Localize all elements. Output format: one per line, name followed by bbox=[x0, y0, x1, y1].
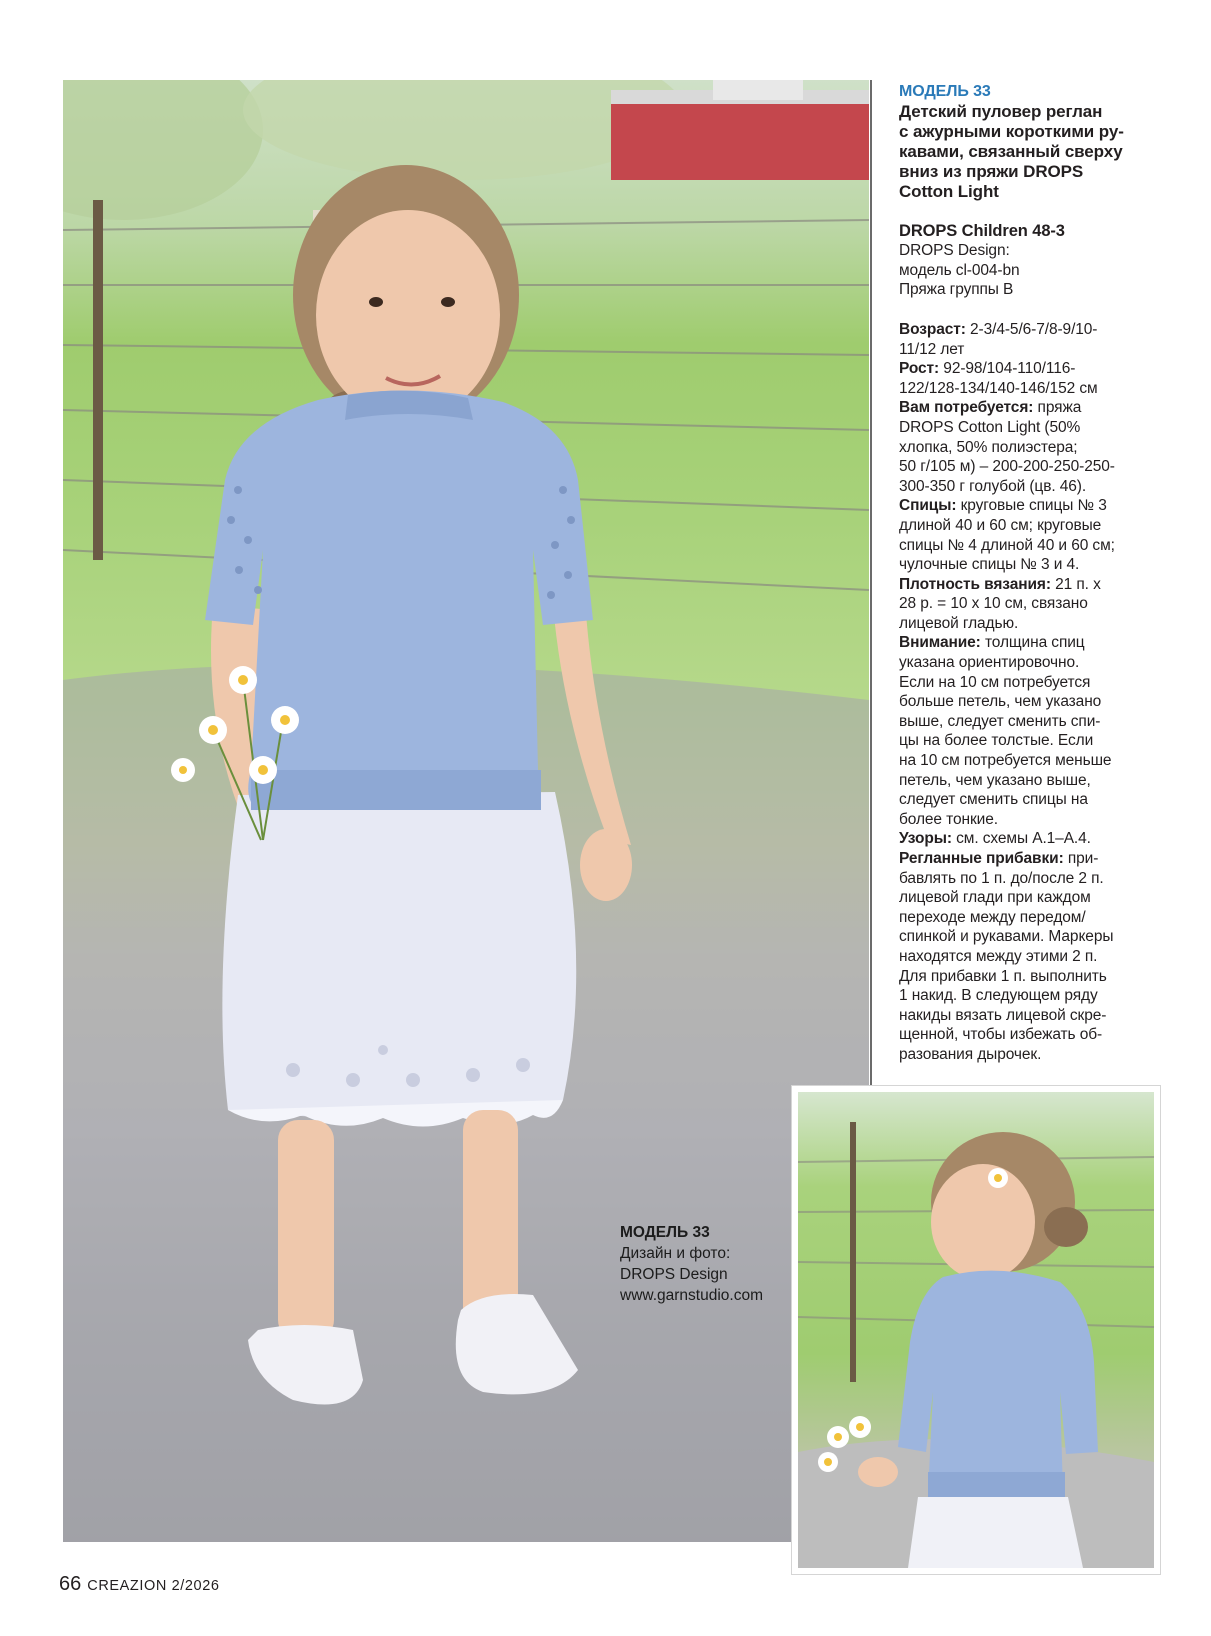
spec-line: DROPS Cotton Light (50% bbox=[899, 418, 1081, 436]
column-divider bbox=[870, 80, 872, 1098]
spec-line: хлопка, 50% полиэстера; bbox=[899, 438, 1078, 456]
spec-value: см. схемы A.1–A.4. bbox=[951, 830, 1091, 848]
spec-line: Для прибавки 1 п. выполнить bbox=[899, 967, 1107, 985]
spec-line bbox=[899, 359, 1171, 379]
main-photo bbox=[63, 80, 869, 1542]
headline-line: вниз из пряжи DROPS bbox=[899, 161, 1084, 181]
spec-line: накиды вязать лицевой скре- bbox=[899, 1006, 1107, 1024]
spec-label: Спицы: bbox=[899, 497, 957, 515]
spec-line: переходе между передом/ bbox=[899, 908, 1086, 926]
spec-line: на 10 см потребуется меньше bbox=[899, 752, 1112, 770]
spec-line: выше, следует сменить спи- bbox=[899, 712, 1101, 730]
spec-line: чулочные спицы № 3 и 4. bbox=[899, 556, 1080, 574]
spec-value: 21 п. x bbox=[1050, 575, 1101, 593]
spec-label: Вам потребуется: bbox=[899, 399, 1034, 417]
design-info bbox=[899, 241, 1171, 300]
headline-line: с ажурными короткими ру- bbox=[899, 121, 1124, 141]
magazine-issue: CREAZION 2/2026 bbox=[87, 1578, 220, 1594]
spec-item bbox=[899, 496, 1171, 574]
spec-line: 28 р. = 10 x 10 см, связано bbox=[899, 595, 1088, 613]
spec-line bbox=[899, 496, 1171, 516]
girl-profile-illustration bbox=[798, 1092, 1154, 1568]
spec-value: толщина спиц bbox=[980, 634, 1085, 652]
spec-label: Возраст: bbox=[899, 320, 966, 338]
spec-line bbox=[899, 829, 1171, 849]
page-folio bbox=[59, 1573, 220, 1596]
spec-item bbox=[899, 359, 1171, 398]
spec-value: 92-98/104-110/116- bbox=[939, 360, 1076, 378]
spec-line bbox=[899, 849, 1171, 869]
spec-item bbox=[899, 849, 1171, 1065]
spec-line: находятся между этими 2 п. bbox=[899, 947, 1098, 965]
spec-label: Узоры: bbox=[899, 830, 952, 848]
spec-line: бавлять по 1 п. до/после 2 п. bbox=[899, 869, 1104, 887]
spec-item bbox=[899, 829, 1171, 849]
spec-line: больше петель, чем указано bbox=[899, 693, 1102, 711]
spec-line: следует сменить спицы на bbox=[899, 791, 1088, 809]
spec-label: Плотность вязания: bbox=[899, 575, 1051, 593]
spec-line: 50 г/105 м) – 200-200-250-250- bbox=[899, 458, 1115, 476]
spec-value: круговые спицы № 3 bbox=[956, 497, 1107, 515]
design-line: Пряжа группы B bbox=[899, 281, 1014, 299]
spec-value: 2-3/4-5/6-7/8-9/10- bbox=[965, 320, 1098, 338]
design-line: модель cl-004-bn bbox=[899, 261, 1020, 279]
photo-credit-line: DROPS Design bbox=[620, 1266, 728, 1283]
spec-item bbox=[899, 320, 1171, 359]
spec-line: длиной 40 и 60 см; круговые bbox=[899, 516, 1102, 534]
photo-credit-line: Дизайн и фото: bbox=[620, 1245, 731, 1262]
spec-line: Если на 10 см потребуется bbox=[899, 673, 1091, 691]
spec-line: 300-350 г голубой (цв. 46). bbox=[899, 477, 1087, 495]
spec-label: Внимание: bbox=[899, 634, 981, 652]
pattern-series: DROPS Children 48-3 bbox=[899, 221, 1065, 240]
pattern-text-column bbox=[899, 82, 1171, 1065]
spec-line: спицы № 4 длиной 40 и 60 см; bbox=[899, 536, 1115, 554]
spec-line bbox=[899, 398, 1171, 418]
spec-label: Рост: bbox=[899, 360, 940, 378]
model-label: МОДЕЛЬ 33 bbox=[899, 83, 991, 100]
spec-line bbox=[899, 575, 1171, 595]
spec-item bbox=[899, 575, 1171, 634]
spec-line: петель, чем указано выше, bbox=[899, 771, 1091, 789]
inset-photo bbox=[792, 1086, 1160, 1574]
spec-line: указана ориентировочно. bbox=[899, 654, 1080, 672]
spec-line: лицевой гладью. bbox=[899, 614, 1019, 632]
headline-line: Детский пуловер реглан bbox=[899, 101, 1103, 121]
spec-line: 122/128-134/140-146/152 см bbox=[899, 379, 1098, 397]
spec-item bbox=[899, 633, 1171, 829]
spec-line: щенной, чтобы избежать об- bbox=[899, 1026, 1103, 1044]
spec-value: при- bbox=[1063, 850, 1099, 867]
headline-line: кавами, связанный сверху bbox=[899, 141, 1123, 161]
headline-line: Cotton Light bbox=[899, 181, 999, 201]
spec-item bbox=[899, 398, 1171, 496]
spec-line: разования дырочек. bbox=[899, 1045, 1042, 1063]
photo-credit-title: МОДЕЛЬ 33 bbox=[620, 1224, 710, 1241]
spec-line: спинкой и рукавами. Маркеры bbox=[899, 928, 1114, 946]
spec-line: 11/12 лет bbox=[899, 340, 965, 358]
spec-line bbox=[899, 633, 1171, 653]
spec-line: 1 накид. В следующем ряду bbox=[899, 987, 1098, 1005]
spec-line: цы на более толстые. Если bbox=[899, 732, 1094, 750]
design-line: DROPS Design: bbox=[899, 242, 1010, 260]
spec-line: более тонкие. bbox=[899, 810, 998, 828]
spec-label: Регланные прибавки: bbox=[899, 850, 1064, 867]
photo-credit-url: www.garnstudio.com bbox=[620, 1287, 764, 1304]
spec-line: лицевой глади при каждом bbox=[899, 889, 1091, 907]
spec-line bbox=[899, 320, 1171, 340]
pattern-specs bbox=[899, 320, 1171, 1065]
spec-value: пряжа bbox=[1033, 399, 1082, 417]
girl-in-sweater-illustration bbox=[63, 80, 869, 1542]
page-number: 66 bbox=[59, 1573, 82, 1595]
pattern-headline bbox=[899, 102, 1171, 202]
